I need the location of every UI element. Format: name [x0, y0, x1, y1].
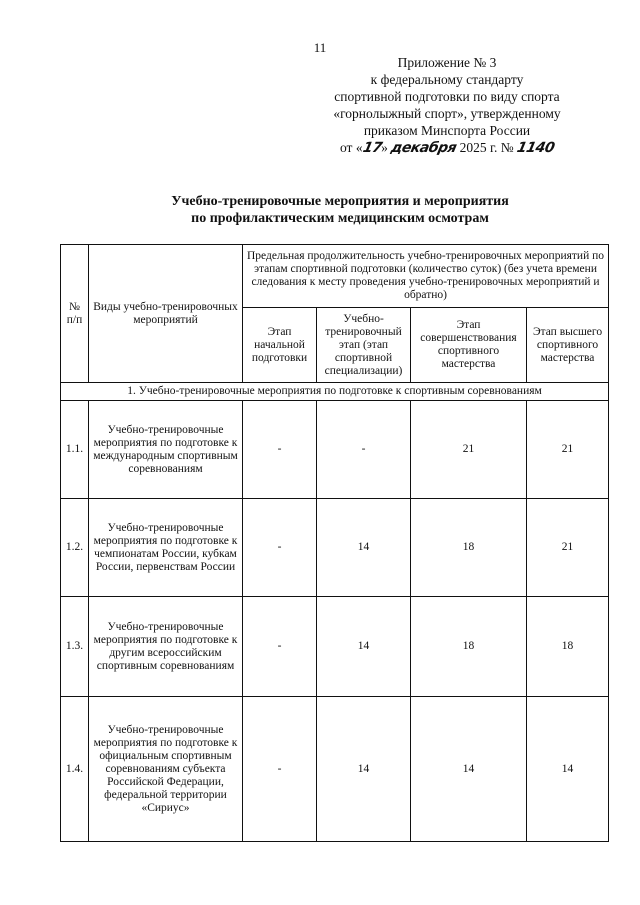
- cell-value: -: [243, 499, 317, 597]
- appendix-line: спортивной подготовки по виду спорта: [334, 89, 560, 104]
- header-stage: Этап высшего спортивного мастерства: [527, 308, 609, 383]
- handwritten-day: 17: [360, 140, 383, 156]
- handwritten-month: декабря: [389, 140, 459, 156]
- day-suffix: »: [381, 140, 388, 155]
- cell-value: 18: [411, 499, 527, 597]
- cell-value: -: [243, 597, 317, 697]
- order-date-line: [302, 139, 592, 157]
- cell-value: 14: [317, 697, 411, 842]
- header-num: № п/п: [61, 245, 89, 383]
- cell-value: -: [317, 401, 411, 499]
- date-prefix: от «: [339, 140, 363, 155]
- appendix-line: к федеральному стандарту: [370, 72, 524, 87]
- appendix-line: Приложение № 3: [397, 55, 497, 70]
- header-stage: Этап начальной подготовки: [243, 308, 317, 383]
- cell-value: -: [243, 401, 317, 499]
- header-duration: Предельная продолжительность учебно-тренировочных мероприятий по этапам спортивной подготовки (количество суток) (без учета времени следования к месту проведения учебно-тренировочных мероприятий и обратно): [243, 245, 609, 308]
- table-row: [61, 697, 609, 842]
- table-row: [61, 597, 609, 697]
- year-text: 2025 г. №: [459, 140, 514, 155]
- row-number: 1.1.: [61, 401, 89, 499]
- header-stage: Учебно-тренировочный этап (этап спортивной специализации): [317, 308, 411, 383]
- handwritten-order-number: 1140: [515, 140, 556, 156]
- appendix-block: [302, 54, 592, 157]
- row-name: Учебно-тренировочные мероприятия по подготовке к другим всероссийским спортивным соревнованиям: [89, 597, 243, 697]
- row-name: Учебно-тренировочные мероприятия по подготовке к международным спортивным соревнованиям: [89, 401, 243, 499]
- cell-value: 21: [527, 401, 609, 499]
- table-row: [61, 499, 609, 597]
- cell-value: -: [243, 697, 317, 842]
- cell-value: 18: [527, 597, 609, 697]
- document-title: [0, 193, 640, 227]
- cell-value: 21: [527, 499, 609, 597]
- row-number: 1.3.: [61, 597, 89, 697]
- cell-value: 14: [411, 697, 527, 842]
- section-heading: 1. Учебно-тренировочные мероприятия по подготовке к спортивным соревнованиям: [61, 383, 609, 401]
- title-line: Учебно-тренировочные мероприятия и мероприятия: [171, 194, 509, 209]
- row-name: Учебно-тренировочные мероприятия по подготовке к чемпионатам России, кубкам России, первенствам России: [89, 499, 243, 597]
- cell-value: 21: [411, 401, 527, 499]
- header-type: Виды учебно-тренировочных мероприятий: [89, 245, 243, 383]
- cell-value: 14: [527, 697, 609, 842]
- row-name: Учебно-тренировочные мероприятия по подготовке к официальным спортивным соревнованиям субъекта Российской Федерации, федеральной территории «Сириус»: [89, 697, 243, 842]
- row-number: 1.4.: [61, 697, 89, 842]
- events-table: [60, 244, 609, 842]
- cell-value: 14: [317, 499, 411, 597]
- cell-value: 18: [411, 597, 527, 697]
- page-number: 11: [313, 40, 327, 55]
- row-number: 1.2.: [61, 499, 89, 597]
- header-stage: Этап совершенствования спортивного мастерства: [411, 308, 527, 383]
- appendix-line: приказом Минспорта России: [363, 123, 531, 138]
- table-row: [61, 401, 609, 499]
- cell-value: 14: [317, 597, 411, 697]
- appendix-line: «горнолыжный спорт», утвержденному: [333, 106, 561, 121]
- title-line: по профилактическим медицинским осмотрам: [191, 211, 489, 226]
